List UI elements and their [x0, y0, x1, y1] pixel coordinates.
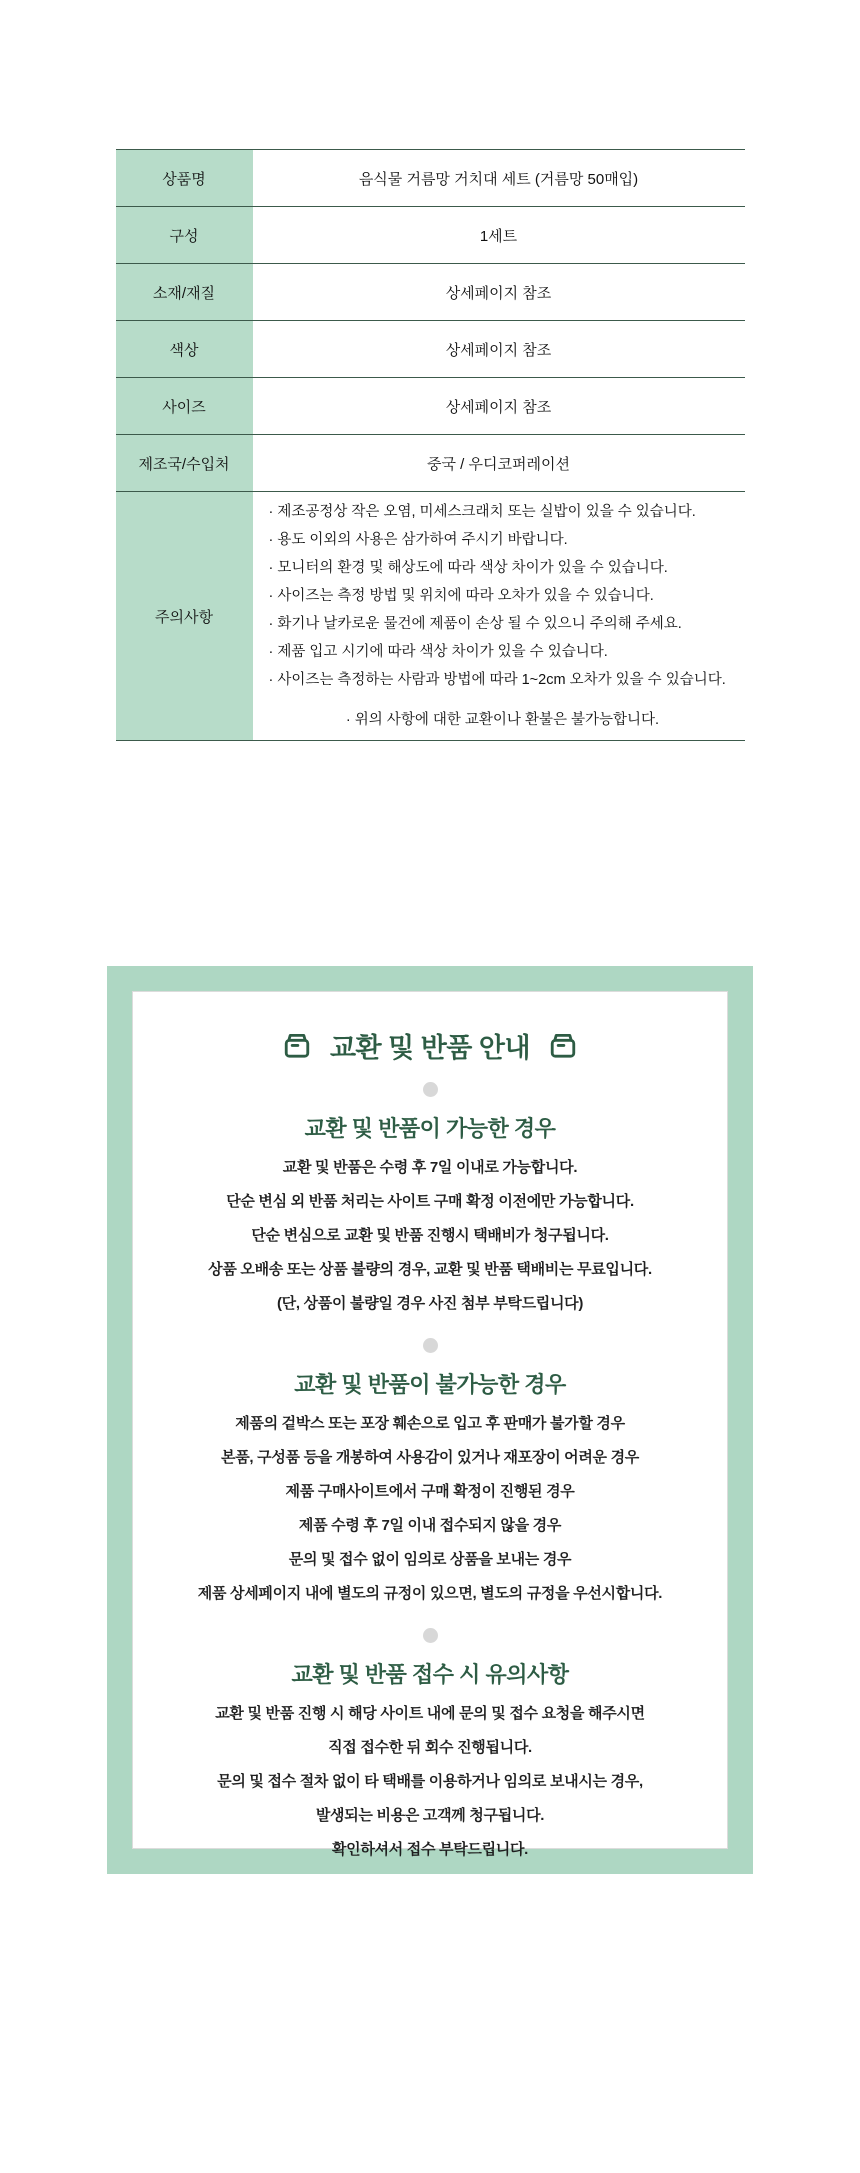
section-paragraph	[133, 1151, 727, 1321]
spec-row	[116, 264, 745, 321]
spec-value: 중국 / 우디코퍼레이션	[427, 455, 570, 473]
section-line: 단순 변심으로 교환 및 반품 진행시 택배비가 청구됩니다.	[251, 1227, 609, 1244]
guide-title: 교환 및 반품 안내	[329, 1033, 531, 1063]
section-line: 제품의 겉박스 또는 포장 훼손으로 입고 후 판매가 불가할 경우	[235, 1415, 625, 1432]
spec-label: 제조국/수입처	[116, 435, 253, 492]
spec-row	[116, 150, 745, 207]
notice-bullet: · 제조공정상 작은 오염, 미세스크래치 또는 실밥이 있을 수 있습니다.	[268, 504, 696, 520]
section-line: (단, 상품이 불량일 경우 사진 첨부 부탁드립니다)	[276, 1295, 584, 1312]
notice-bullet: · 화기나 날카로운 물건에 제품이 손상 될 수 있으니 주의해 주세요.	[268, 616, 682, 632]
spec-label: 상품명	[116, 150, 253, 207]
notice-bullet: · 사이즈는 측정 방법 및 위치에 따라 오차가 있을 수 있습니다.	[268, 588, 654, 604]
notice-bullet: · 용도 이외의 사용은 삼가하여 주시기 바랍니다.	[268, 532, 568, 548]
notice-bullet: · 사이즈는 측정하는 사람과 방법에 따라 1~2cm 오차가 있을 수 있습니다.	[268, 672, 726, 688]
section-line: 교환 및 반품 진행 시 해당 사이트 내에 문의 및 접수 요청을 해주시면	[215, 1705, 645, 1722]
spec-row	[116, 435, 745, 492]
section-paragraph	[133, 1697, 727, 1867]
notice-footer: · 위의 사항에 대한 교환이나 환불은 불가능합니다.	[345, 712, 660, 728]
spec-value: 상세페이지 참조	[445, 341, 552, 359]
section-divider-dot	[423, 1628, 438, 1643]
notice-row	[116, 492, 745, 741]
section-paragraph	[133, 1407, 727, 1611]
package-box-icon	[546, 1029, 580, 1063]
section-divider-dot	[423, 1338, 438, 1353]
spec-value: 상세페이지 참조	[445, 284, 552, 302]
section-line: 확인하셔서 접수 부탁드립니다.	[331, 1841, 529, 1858]
guide-section	[133, 1082, 727, 1321]
notice-bullet: · 모니터의 환경 및 해상도에 따라 색상 차이가 있을 수 있습니다.	[268, 560, 668, 576]
exchange-return-panel	[107, 966, 753, 1874]
spec-row	[116, 321, 745, 378]
spec-row	[116, 207, 745, 264]
notice-content	[253, 492, 745, 741]
section-divider-dot	[423, 1082, 438, 1097]
section-heading: 교환 및 반품 접수 시 유의사항	[291, 1662, 569, 1687]
section-line: 문의 및 접수 절차 없이 타 택배를 이용하거나 임의로 보내시는 경우,	[217, 1773, 643, 1790]
section-line: 상품 오배송 또는 상품 불량의 경우, 교환 및 반품 택배비는 무료입니다.	[208, 1261, 652, 1278]
section-line: 본품, 구성품 등을 개봉하여 사용감이 있거나 재포장이 어려운 경우	[221, 1449, 639, 1466]
spec-value: 상세페이지 참조	[445, 398, 552, 416]
section-line: 문의 및 접수 없이 임의로 상품을 보내는 경우	[288, 1551, 572, 1568]
guide-section	[133, 1628, 727, 1867]
section-line: 제품 상세페이지 내에 별도의 규정이 있으면, 별도의 규정을 우선시합니다.	[197, 1585, 663, 1602]
section-line: 단순 변심 외 반품 처리는 사이트 구매 확정 이전에만 가능합니다.	[226, 1193, 634, 1210]
notice-bullet: · 제품 입고 시기에 따라 색상 차이가 있을 수 있습니다.	[268, 644, 608, 660]
section-heading: 교환 및 반품이 불가능한 경우	[294, 1372, 566, 1397]
package-box-icon	[280, 1029, 314, 1063]
product-detail-page	[0, 149, 860, 2173]
section-line: 제품 구매사이트에서 구매 확정이 진행된 경우	[285, 1483, 575, 1500]
spec-label: 색상	[116, 321, 253, 378]
spec-value: 음식물 거름망 거치대 세트 (거름망 50매입)	[358, 170, 639, 188]
section-heading: 교환 및 반품이 가능한 경우	[304, 1116, 556, 1141]
product-spec-table	[116, 149, 745, 741]
spec-value: 1세트	[479, 227, 518, 245]
spec-label: 사이즈	[116, 378, 253, 435]
section-line: 직접 접수한 뒤 회수 진행됩니다.	[328, 1739, 532, 1756]
section-line: 발생되는 비용은 고객께 청구됩니다.	[315, 1807, 545, 1824]
notice-label: 주의사항	[116, 492, 253, 741]
guide-section	[133, 1338, 727, 1611]
exchange-return-inner	[132, 991, 728, 1858]
section-line: 교환 및 반품은 수령 후 7일 이내로 가능합니다.	[282, 1159, 578, 1176]
spec-label: 구성	[116, 207, 253, 264]
guide-title-row	[133, 1026, 727, 1065]
spec-label: 소재/재질	[116, 264, 253, 321]
section-line: 제품 수령 후 7일 이내 접수되지 않을 경우	[298, 1517, 562, 1534]
spec-row	[116, 378, 745, 435]
